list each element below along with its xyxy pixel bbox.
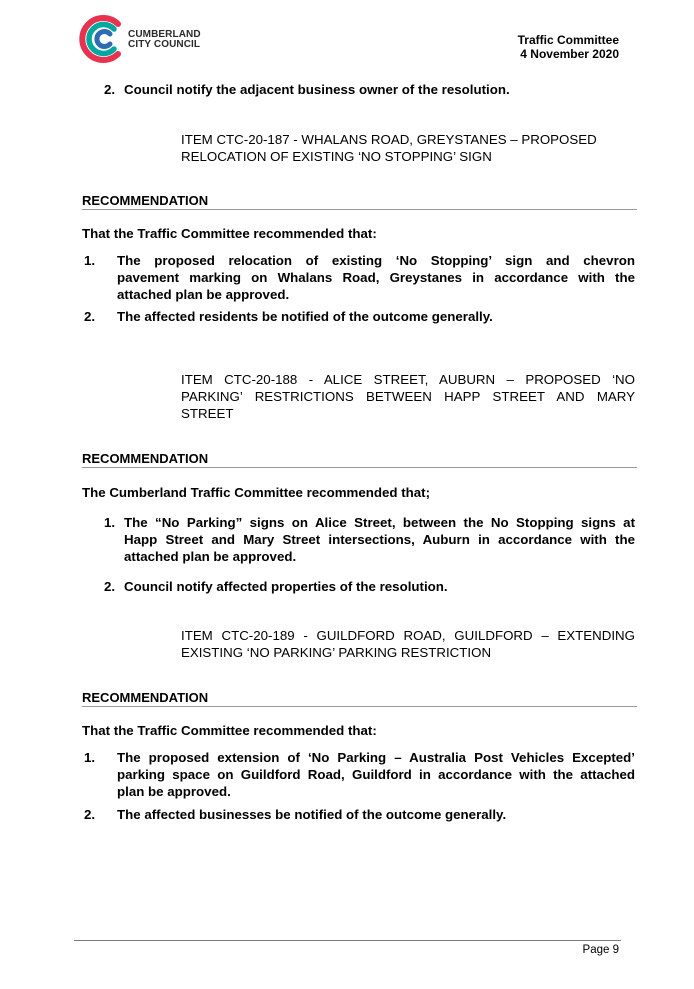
meeting-date: 4 November 2020 — [520, 47, 619, 61]
recommendation-heading: RECOMMENDATION — [82, 193, 209, 208]
item-title-line: ITEM CTC-20-189 - GUILDFORD ROAD, GUILDFORD – EXTENDING — [181, 628, 635, 643]
top-item-text: Council notify the adjacent business owner of the resolution. — [124, 82, 510, 97]
item-title-line: STREET — [181, 406, 234, 421]
list-item: The affected residents be notified of the outcome generally. — [117, 309, 493, 324]
council-name-line1: CUMBERLAND — [128, 29, 201, 40]
recommendation-heading: RECOMMENDATION — [82, 451, 209, 466]
list-item — [117, 252, 635, 303]
list-number: 1. — [104, 515, 116, 530]
item-title-line: ITEM CTC-20-188 - ALICE STREET, AUBURN – PROPOSED ‘NO — [181, 372, 635, 387]
recommendation-intro: That the Traffic Committee recommended that: — [82, 226, 377, 241]
list-number: 2. — [84, 309, 96, 324]
heading-rule — [82, 209, 637, 210]
list-item: Council notify affected properties of the resolution. — [124, 579, 448, 594]
list-item-line: The “No Parking” signs on Alice Street, between the No Stopping signs at — [124, 515, 635, 530]
list-item — [124, 514, 635, 565]
list-number: 1. — [84, 253, 96, 268]
top-item-number: 2. — [104, 82, 116, 97]
list-item-line: The proposed relocation of existing ‘No Stopping’ sign and chevron — [117, 253, 635, 268]
heading-rule — [82, 706, 637, 707]
list-item: The affected businesses be notified of the outcome generally. — [117, 807, 507, 822]
council-name-line2: CITY COUNCIL — [128, 39, 201, 50]
council-name — [128, 30, 201, 50]
committee-name: Traffic Committee — [517, 33, 619, 47]
heading-rule — [82, 467, 637, 468]
council-logo — [78, 14, 128, 64]
list-number: 2. — [104, 579, 116, 594]
item-title-187 — [181, 131, 635, 165]
list-item-line: attached plan be approved. — [117, 287, 290, 302]
list-number: 2. — [84, 807, 96, 822]
item-title-188 — [181, 371, 635, 422]
list-item — [117, 749, 635, 800]
item-title-line: PARKING’ RESTRICTIONS BETWEEN HAPP STREET AND MARY — [181, 389, 635, 404]
list-item-line: attached plan be approved. — [124, 549, 297, 564]
page-number: Page 9 — [582, 944, 619, 956]
list-item-line: The proposed extension of ‘No Parking – Australia Post Vehicles Excepted’ — [117, 750, 635, 765]
item-title-line: RELOCATION OF EXISTING ‘NO STOPPING’ SIGN — [181, 149, 492, 164]
list-number: 1. — [84, 750, 96, 765]
header-meta — [518, 33, 619, 61]
list-item-line: pavement marking on Whalans Road, Greystanes in accordance with the — [117, 270, 635, 285]
list-item-line: Happ Street and Mary Street intersections, Auburn in accordance with the — [124, 532, 635, 547]
recommendation-heading: RECOMMENDATION — [82, 690, 209, 705]
footer-rule — [74, 940, 621, 941]
list-item-line: plan be approved. — [117, 784, 231, 799]
list-item-line: parking space on Guildford Road, Guildford in accordance with the attached — [117, 767, 635, 782]
item-title-line: ITEM CTC-20-187 - WHALANS ROAD, GREYSTANES – PROPOSED — [181, 132, 597, 147]
item-title-189 — [181, 627, 635, 661]
recommendation-intro: That the Traffic Committee recommended that: — [82, 723, 377, 738]
recommendation-intro: The Cumberland Traffic Committee recommended that; — [82, 485, 430, 500]
item-title-line: EXISTING ‘NO PARKING’ PARKING RESTRICTION — [181, 645, 492, 660]
